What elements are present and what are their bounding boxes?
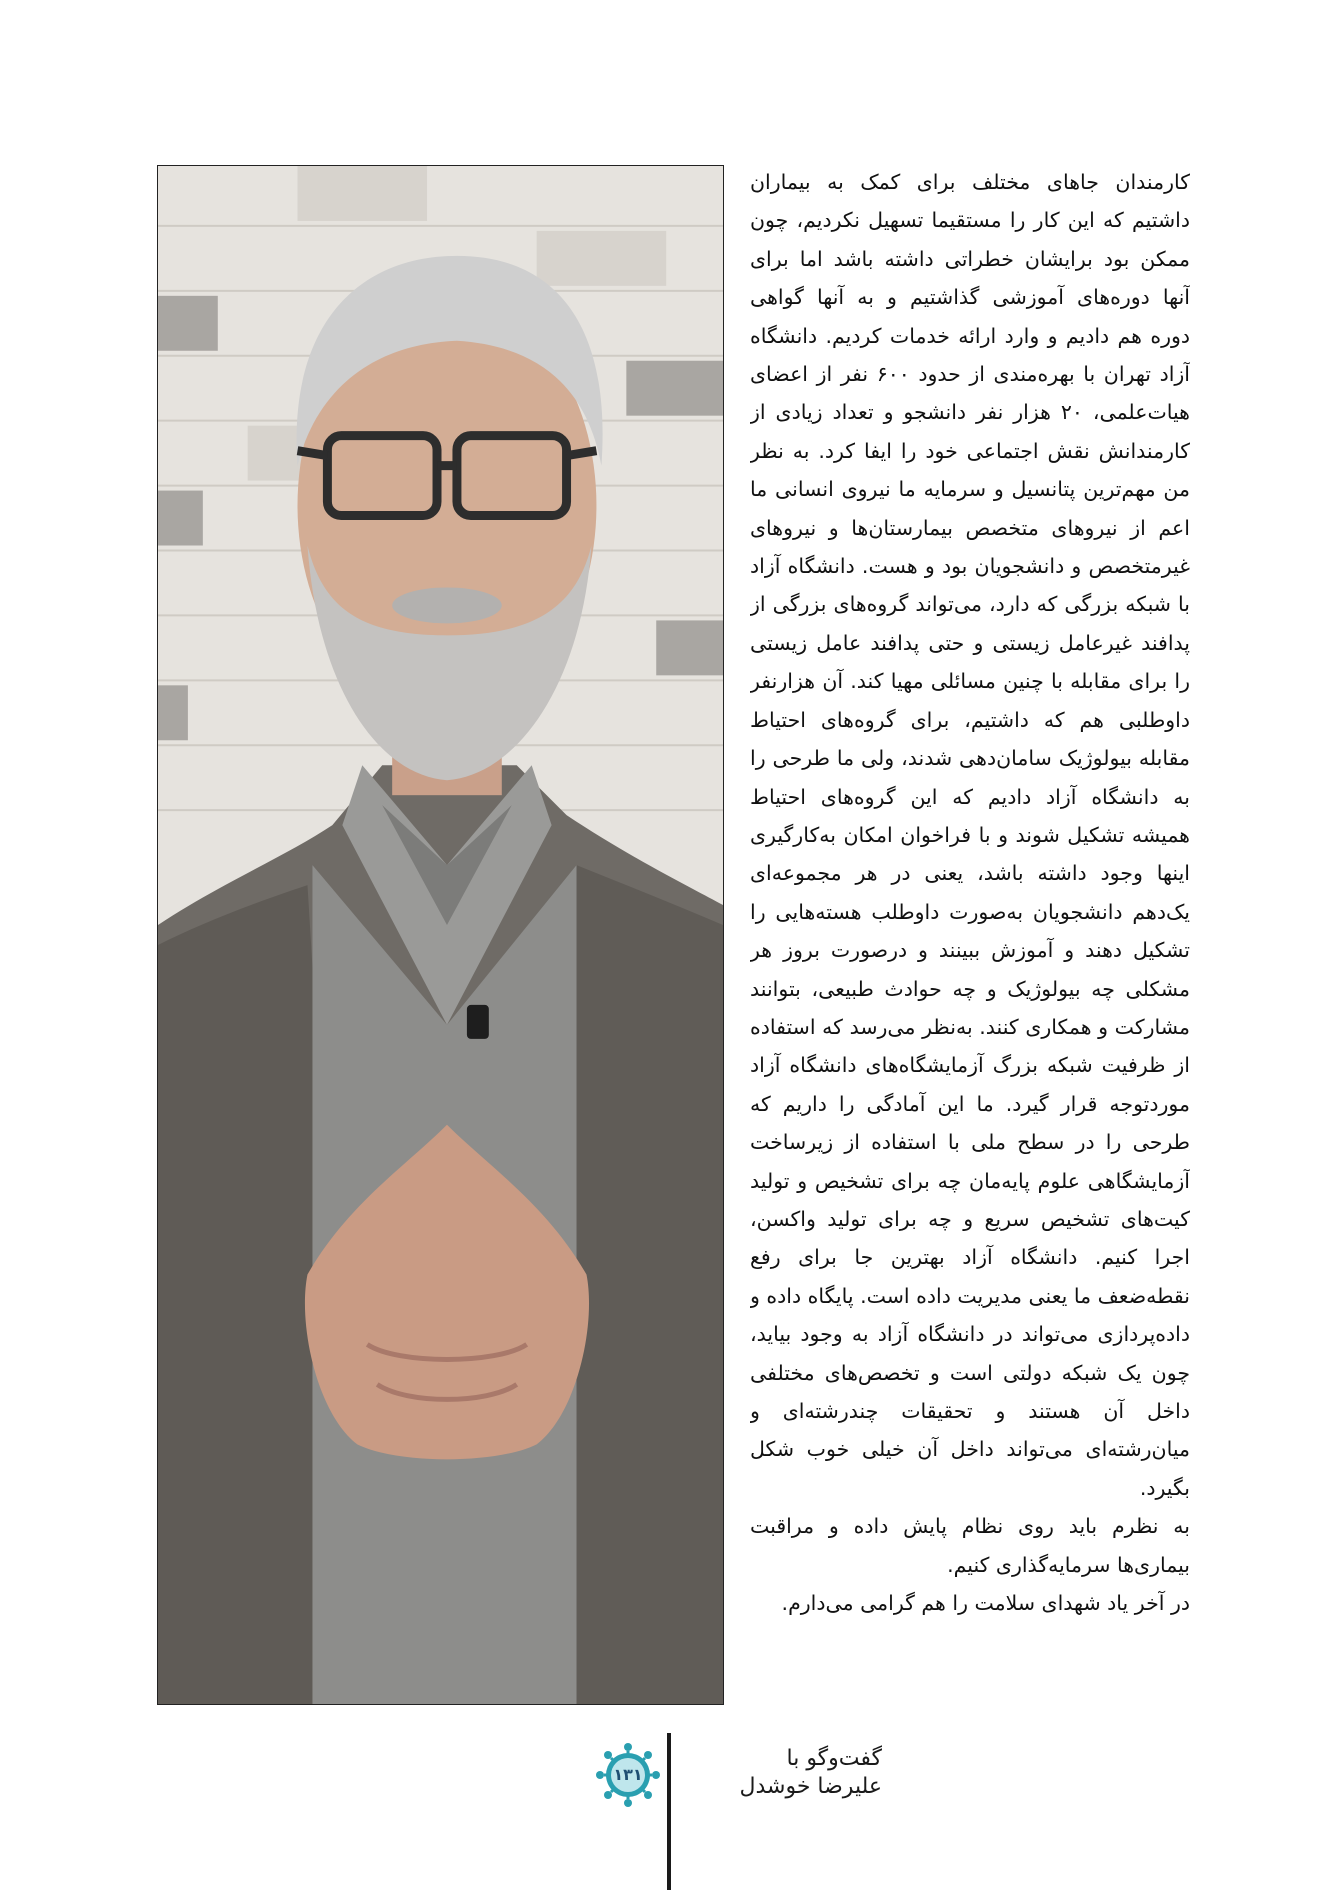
series-title <box>682 1745 882 1801</box>
portrait-illustration <box>158 166 723 1704</box>
series-title-line2: علیرضا خوشدل <box>739 1774 882 1799</box>
article-body <box>750 163 1190 1723</box>
series-title-line1: گفت‌وگو با <box>786 1746 882 1771</box>
article-paragraph: در آخر یاد شهدای سلامت را هم گرامی می‌دارم. <box>781 1591 1190 1616</box>
footer-divider <box>667 1733 671 1890</box>
page-number: ۱۳۱ <box>613 1765 643 1784</box>
page-badge <box>595 1742 661 1808</box>
article-paragraph: به نظرم باید روی نظام پایش داده و مراقبت بیماری‌ها سرمایه‌گذاری کنیم. <box>750 1514 1190 1577</box>
article-paragraph: کارمندان جاهای مختلف برای کمک به بیماران داشتیم که این کار را مستقیما تسهیل نکردیم، چون ممکن بود برایشان خطراتی داشته باشد اما برای آنها دوره‌های آموزشی گذاشتیم و به آنها گواهی دوره هم دادیم و وارد ارائه خدمات کردیم. دانشگاه آزاد تهران با بهره‌مندی از حدود ۶۰۰ نفر از اعضای هیات‌علمی، ۲۰ هزار نفر دانشجو و تعداد زیادی از کارمندانش نقش اجتماعی خود را ایفا کرد. به نظر من مهم‌ترین پتانسیل و سرمایه ما نیروی انسانی ما اعم از نیروهای متخصص بیمارستان‌ها و نیروهای غیرمتخصص و دانشجویان بود و هست. دانشگاه آزاد با شبکه بزرگی که دارد، می‌تواند گروه‌های بزرگی از پدافند غیرعامل زیستی و حتی پدافند عامل زیستی را برای مقابله با چنین مسائلی مهیا کند. آن هزارنفر داوطلبی هم که داشتیم، برای گروه‌های احتیاط مقابله بیولوژیک سامان‌دهی شدند، ولی ما طرحی را به دانشگاه آزاد دادیم که این گروه‌های احتیاط همیشه تشکیل شوند و با فراخوان امکان به‌کارگیری اینها وجود داشته باشد، یعنی در هر مجموعه‌ای یک‌دهم دانشجویان به‌صورت داوطلب هسته‌هایی را تشکیل دهند و آموزش ببینند و درصورت بروز هر مشکلی چه بیولوژیک و چه حوادث طبیعی، بتوانند مشارکت و همکاری کنند. به‌نظر می‌رسد که استفاده از ظرفیت شبکه بزرگ آزمایشگاه‌های دانشگاه آزاد موردتوجه قرار گیرد. ما این آمادگی را داریم که طرحی را در سطح ملی با استفاده از زیرساخت آزمایشگاهی علوم پایه‌مان چه برای تشخیص و تولید کیت‌های تشخیص سریع و چه برای تولید واکسن، اجرا کنیم. دانشگاه آزاد بهترین جا برای رفع نقطه‌ضعف ما یعنی مدیریت داده است. پایگاه داده و داده‌پردازی می‌تواند در دانشگاه آزاد به وجود بیاید، چون یک شبکه دولتی است و تخصص‌های مختلفی داخل آن هستند و تحقیقات چندرشته‌ای و میان‌رشته‌ای می‌تواند داخل آن خیلی خوب شکل بگیرد. <box>750 170 1190 1500</box>
interviewee-photo <box>157 165 724 1705</box>
